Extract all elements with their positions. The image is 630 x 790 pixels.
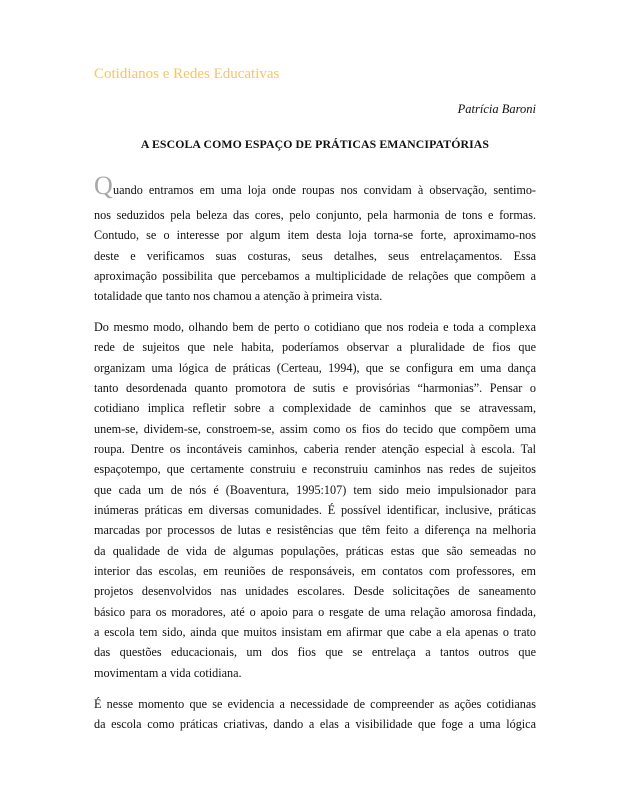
paragraph-1-first-line <box>94 172 536 200</box>
drop-cap: Q <box>94 171 113 200</box>
paragraph-2-line-9: que cada um de nós é (Boaventura, 1995:107) tem sido meio impulsionador para <box>94 483 536 497</box>
paragraph-3-line-2: da escola como práticas criativas, dando a elas a visibilidade que foge a uma lógica <box>94 717 536 731</box>
paragraph-2-line-5: cotidiano implica refletir sobre a complexidade de caminhos que se atravessam, <box>94 401 536 415</box>
paragraph-2-line-16: a escola tem sido, ainda que muitos insistam em afirmar que cabe a ela apenas o trato <box>94 625 536 639</box>
paragraph-1-line-6: totalidade que tanto nos chamou a atenção à primeira vista. <box>94 289 383 303</box>
running-header: Cotidianos e Redes Educativas <box>94 66 280 82</box>
paragraph-2-line-3: organizam uma lógica de práticas (Certeau, 1994), que se configura em uma dança <box>94 361 536 375</box>
paragraph-2-line-15: básico para os moradores, até o apoio para o resgate de uma relação amorosa findada, <box>94 605 536 619</box>
paragraph-2-line-7: roupa. Dentre os incontáveis caminhos, caberia render atenção especial à escola. Tal <box>94 442 536 456</box>
paragraph-2-line-10: inúmeras práticas em diversas comunidades. É possível identificar, inclusive, práticas <box>94 503 536 517</box>
article-title: A ESCOLA COMO ESPAÇO DE PRÁTICAS EMANCIPATÓRIAS <box>140 137 490 151</box>
paragraph-2-line-12: da qualidade de vida de algumas populações, práticas estas que são semeadas no <box>94 544 536 558</box>
paragraph-2-line-17: das questões educacionais, um dos fios que se entrelaça a tantos outros que <box>94 645 536 659</box>
paragraph-1-line-4: deste e verificamos suas costuras, seus detalhes, seus entrelaçamentos. Essa <box>94 249 536 263</box>
paragraph-2-line-13: interior das escolas, em reuniões de responsáveis, em contatos com professores, em <box>94 564 536 578</box>
paragraph-2-line-6: unem-se, dividem-se, constroem-se, assim como os fios do tecido que compõem uma <box>94 422 536 436</box>
paragraph-2-line-2: rede de sujeitos que nele habita, poderíamos observar a pluralidade de fios que <box>94 340 536 354</box>
author-name: Patrícia Baroni <box>457 102 536 116</box>
paragraph-1-line-5: aproximação possibilita que percebamos a multiplicidade de relações que compõem a <box>94 269 536 283</box>
paragraph-2-line-1: Do mesmo modo, olhando bem de perto o cotidiano que nos rodeia e toda a complexa <box>94 320 536 334</box>
paragraph-2-line-8: espaçotempo, que certamente construiu e reconstruiu caminhos nas redes de sujeitos <box>94 462 536 476</box>
paragraph-1-line-1: uando entramos em uma loja onde roupas nos convidam à observação, sentimo- <box>113 183 536 197</box>
paragraph-2-line-11: marcadas por processos de lutas e resistências que têm feito a diferença na melhoria <box>94 523 536 537</box>
paragraph-1-line-2: nos seduzidos pela beleza das cores, pelo conjunto, pela harmonia de tons e formas. <box>94 208 536 222</box>
paragraph-2-line-14: projetos desenvolvidos nas unidades escolares. Desde solicitações de saneamento <box>94 584 536 598</box>
paragraph-2-line-18: movimentam a vida cotidiana. <box>94 666 242 680</box>
paragraph-3-line-1: É nesse momento que se evidencia a necessidade de compreender as ações cotidianas <box>94 697 536 711</box>
paragraph-2-line-4: tanto desordenada quanto promotora de sutis e provisórias “harmonias”. Pensar o <box>94 381 536 395</box>
paragraph-1-line-3: Contudo, se o interesse por algum item desta loja torna-se forte, aproximamo-nos <box>94 228 536 242</box>
